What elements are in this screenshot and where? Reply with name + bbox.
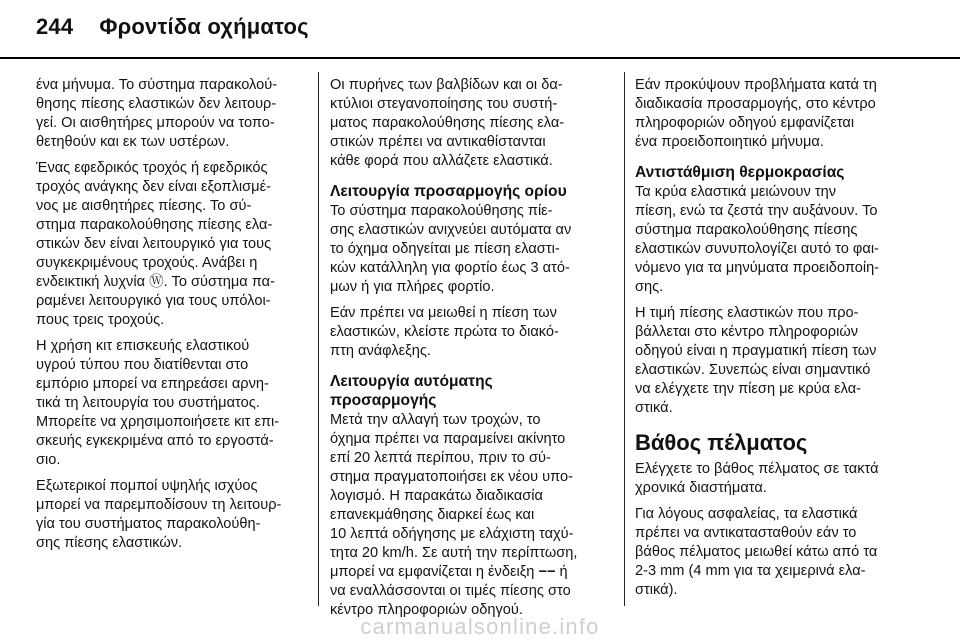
page-number: 244 [36, 14, 74, 39]
paragraph: Το σύστημα παρακολούθησης πίε- σης ελαστικών ανιχνεύει αυτόματα αν το όχημα οδηγείται με πίεση ελαστι- κών κατάλληλη για φορτίο έως 3 ατό- μων ή για πλήρες φορτίο. [330, 203, 572, 295]
paragraph: Για λόγους ασφαλείας, τα ελαστικά πρέπει να αντικατασταθούν εάν το βάθος πέλματος μειωθεί κάτω από τα 2-3 mm (4 mm για τα χειμερινά ελα- στικά). [635, 506, 878, 598]
subheading-temperature-compensation: Αντιστάθμιση θερμοκρασίας [635, 164, 845, 181]
section-title: Φροντίδα οχήματος [99, 14, 309, 39]
column-1 [36, 76, 312, 560]
paragraph: Εάν πρέπει να μειωθεί η πίεση των ελαστικών, κλείστε πρώτα το διακό- πτη ανάφλεξης. [330, 305, 559, 359]
paragraph: Η τιμή πίεσης ελαστικών που προ- βάλλεται στο κέντρο πληροφοριών οδηγού είναι η πραγματική πίεση των ελαστικών. Συνεπώς είναι σημαντικό να ελέγχετε την πίεση με κρύα ελα- στικά. [635, 305, 877, 416]
paragraph-text: Μετά την αλλαγή των τροχών, το όχημα πρέπει να παραμείνει ακίνητο επί 20 λεπτά περίπου, πριν το σύ- στημα πραγματοποιήσει εκ νέου υπο- λογισμό. Η παρακάτω διαδικασία επανεκμάθησης διαρκεί έως και 10 λεπτά οδήγησης με ελάχιστη ταχύ- τητα 20 km/h. Σε αυτή την περίπτωση, μπορεί να εμφανίζεται η ένδειξη [330, 412, 578, 580]
subheading-limit-adaptation: Λειτουργία προσαρμογής ορίου [330, 183, 567, 200]
paragraph: Οι πυρήνες των βαλβίδων και οι δα- κτύλιοι στεγανοποίησης του συστή- ματος παρακολούθησης πίεσης ελα- στικών πρέπει να αντικαθίστανται κάθε φορά που αλλάζετε ελαστικά. [330, 77, 565, 169]
paragraph [330, 411, 612, 620]
column-2 [330, 76, 612, 627]
column-3 [635, 76, 925, 607]
paragraph: Εάν προκύψουν προβλήματα κατά τη διαδικασία προσαρμογής, στο κέντρο πληροφοριών οδηγού εμφανίζεται ένα προειδοποιητικό μήνυμα. [635, 77, 877, 150]
paragraph: ένα μήνυμα. Το σύστημα παρακολού- θησης πίεσης ελαστικών δεν λειτουρ- γεί. Οι αισθητήρες μπορούν να τοπο- θετηθούν και εκ των υστέρων. [36, 77, 278, 150]
paragraph: Η χρήση κιτ επισκευής ελαστικού υγρού τύπου που διατίθενται στο εμπόριο μπορεί να επηρεάσει αρνη- τικά τη λειτουργία του συστήματος. Μπορείτε να χρησιμοποιήσετε κιτ επι- σκευής εγκεκριμένα από το εργοστά- σιο. [36, 338, 280, 468]
column-divider [318, 72, 319, 606]
header-rule [0, 57, 960, 59]
subheading-auto-adaptation: Λειτουργία αυτόματης προσαρμογής [330, 373, 493, 409]
watermark: carmanualsonline.info [360, 614, 600, 639]
paragraph: Εξωτερικοί πομποί υψηλής ισχύος μπορεί να παρεμποδίσουν τη λειτουρ- γία του συστήματος παρακολούθη- σης πίεσης ελαστικών. [36, 478, 282, 551]
page-header [36, 14, 309, 40]
paragraph: Τα κρύα ελαστικά μειώνουν την πίεση, ενώ τα ζεστά την αυξάνουν. Το σύστημα παρακολούθησης πίεσης ελαστικών συνυπολογίζει αυτό το φαι- νόμενο για τα μηνύματα προειδοποίη- σης. [635, 184, 880, 295]
paragraph-text: ή να εναλλάσσονται οι τιμές πίεσης στο κέντρο πληροφοριών οδηγού. [330, 564, 571, 618]
column-divider [624, 72, 625, 606]
heading-tread-depth: Βάθος πέλματος [635, 430, 808, 455]
paragraph: Ένας εφεδρικός τροχός ή εφεδρικός τροχός ανάγκης δεν είναι εξοπλισμέ- νος με αισθητήρες πίεσης. Το σύ- στημα παρακολούθησης πίεσης ελα- στικών δεν είναι λειτουργικό για τους συγκεκριμένους τροχούς. Ανάβει η ενδεικτική λυχνία Ⓦ. Το σύστημα πα- ραμένει λειτουργικό για τους υπόλοι- πους τρεις τροχούς. [36, 160, 275, 328]
paragraph: Ελέγχετε το βάθος πέλματος σε τακτά χρονικά διαστήματα. [635, 461, 879, 496]
dash-symbol: −− [538, 564, 556, 580]
